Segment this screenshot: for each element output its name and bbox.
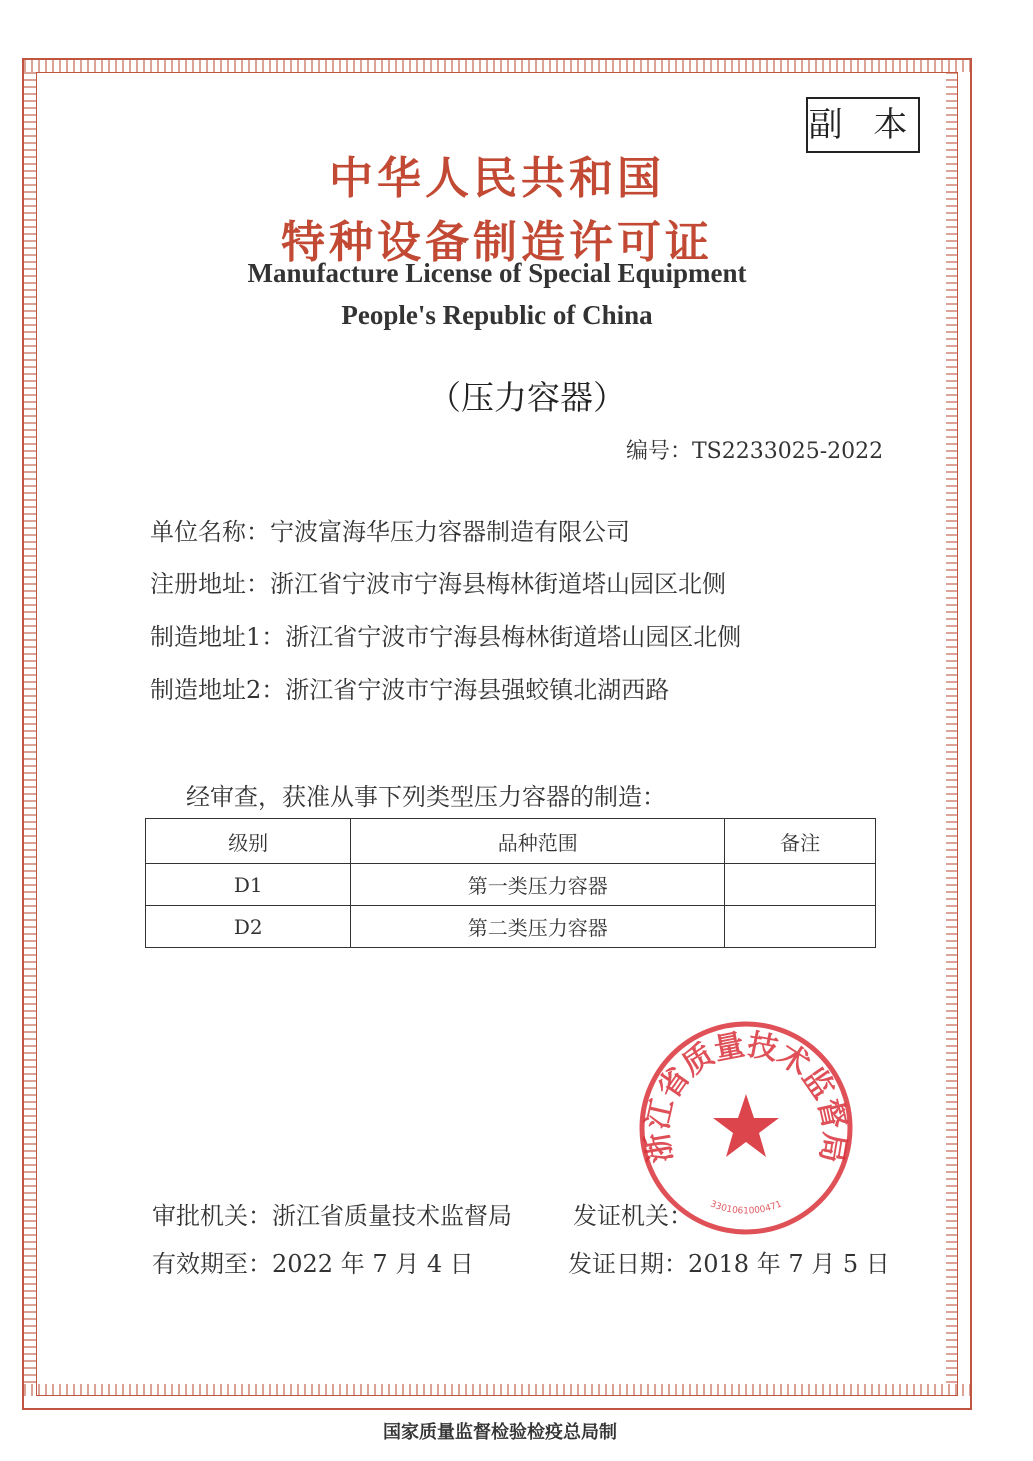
- field-value: 浙江省宁波市宁海县梅林街道塔山园区北侧: [270, 570, 726, 598]
- footer-issuer: 国家质量监督检验检疫总局制: [383, 1422, 617, 1443]
- title-english-line2: People's Republic of China: [341, 300, 653, 330]
- issue-date: 发证日期：2018 年 7 月 5 日: [568, 1250, 890, 1278]
- license-number: 编号：TS2233025-2022: [626, 439, 884, 464]
- header-level: 级别: [146, 819, 351, 864]
- svg-text:浙江省质量技术监督局: 浙江省质量技术监督局: [639, 1027, 853, 1166]
- table-row: [146, 906, 876, 948]
- field-label: 制造地址2：: [150, 676, 286, 704]
- cell-level: D2: [146, 906, 351, 948]
- official-seal: [634, 1016, 858, 1240]
- svg-text:3301061000471: 3301061000471: [708, 1199, 784, 1217]
- field-value: 宁波富海华压力容器制造有限公司: [270, 518, 630, 546]
- field-value: 浙江省宁波市宁海县梅林街道塔山园区北侧: [285, 623, 742, 651]
- title-chinese-line2: 特种设备制造许可证: [281, 217, 713, 268]
- title-english-line1: Manufacture License of Special Equipment: [247, 258, 747, 288]
- field-manufacture-address-2: [150, 670, 669, 705]
- header-scope: 品种范围: [351, 819, 725, 864]
- cell-scope: 第一类压力容器: [351, 864, 725, 906]
- field-value: 浙江省宁波市宁海县强蛟镇北湖西路: [285, 676, 670, 704]
- approval-statement: 经审查，获准从事下列类型压力容器的制造：: [186, 783, 666, 811]
- license-category: （压力容器）: [428, 378, 626, 417]
- field-label: 单位名称：: [150, 518, 270, 546]
- table-row: [146, 864, 876, 906]
- table-header-row: [146, 819, 876, 864]
- issuing-authority: 发证机关：: [573, 1202, 693, 1230]
- approval-authority: 审批机关：浙江省质量技术监督局: [152, 1202, 512, 1230]
- valid-until: 有效期至：2022 年 7 月 4 日: [152, 1250, 474, 1278]
- field-manufacture-address-1: [150, 617, 741, 652]
- field-registered-address: [150, 564, 726, 599]
- title-chinese-line1: 中华人民共和国: [329, 153, 665, 204]
- cell-level: D1: [146, 864, 351, 906]
- scope-table: [145, 818, 876, 948]
- copy-stamp-box: 副 本: [806, 97, 920, 153]
- seal-star-icon: [713, 1094, 779, 1157]
- field-company-name: [150, 512, 630, 547]
- field-label: 注册地址：: [150, 570, 270, 598]
- header-remarks: 备注: [725, 819, 876, 864]
- field-label: 制造地址1：: [150, 623, 286, 651]
- cell-remarks: [725, 906, 876, 948]
- cell-remarks: [725, 864, 876, 906]
- cell-scope: 第二类压力容器: [351, 906, 725, 948]
